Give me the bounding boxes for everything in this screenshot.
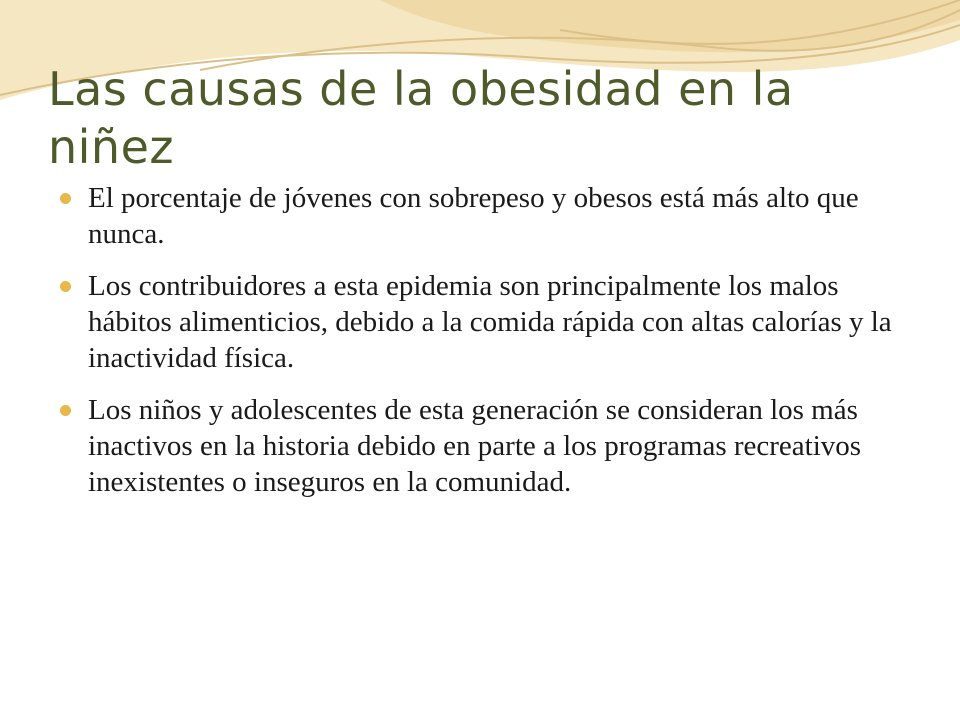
bullet-item	[60, 268, 910, 376]
bullet-marker-icon	[60, 405, 71, 416]
bullet-item	[60, 392, 910, 500]
bullet-list	[60, 180, 910, 516]
bullet-text: El porcentaje de jóvenes con sobrepeso y obesos está más alto que nunca.	[88, 182, 859, 250]
slide-title: Las causas de la obesidad en la niñez	[48, 62, 794, 174]
bullet-text: Los niños y adolescentes de esta generación se consideran los más inactivos en la historia debido en parte a los programas recreativos inexistentes o inseguros en la comunidad.	[88, 394, 862, 498]
bullet-text: Los contribuidores a esta epidemia son principalmente los malos hábitos alimenticios, debido a la comida rápida con altas calorías y la inactividad física.	[88, 270, 892, 374]
bullet-marker-icon	[60, 193, 71, 204]
bullet-item	[60, 180, 910, 252]
bullet-marker-icon	[60, 281, 71, 292]
